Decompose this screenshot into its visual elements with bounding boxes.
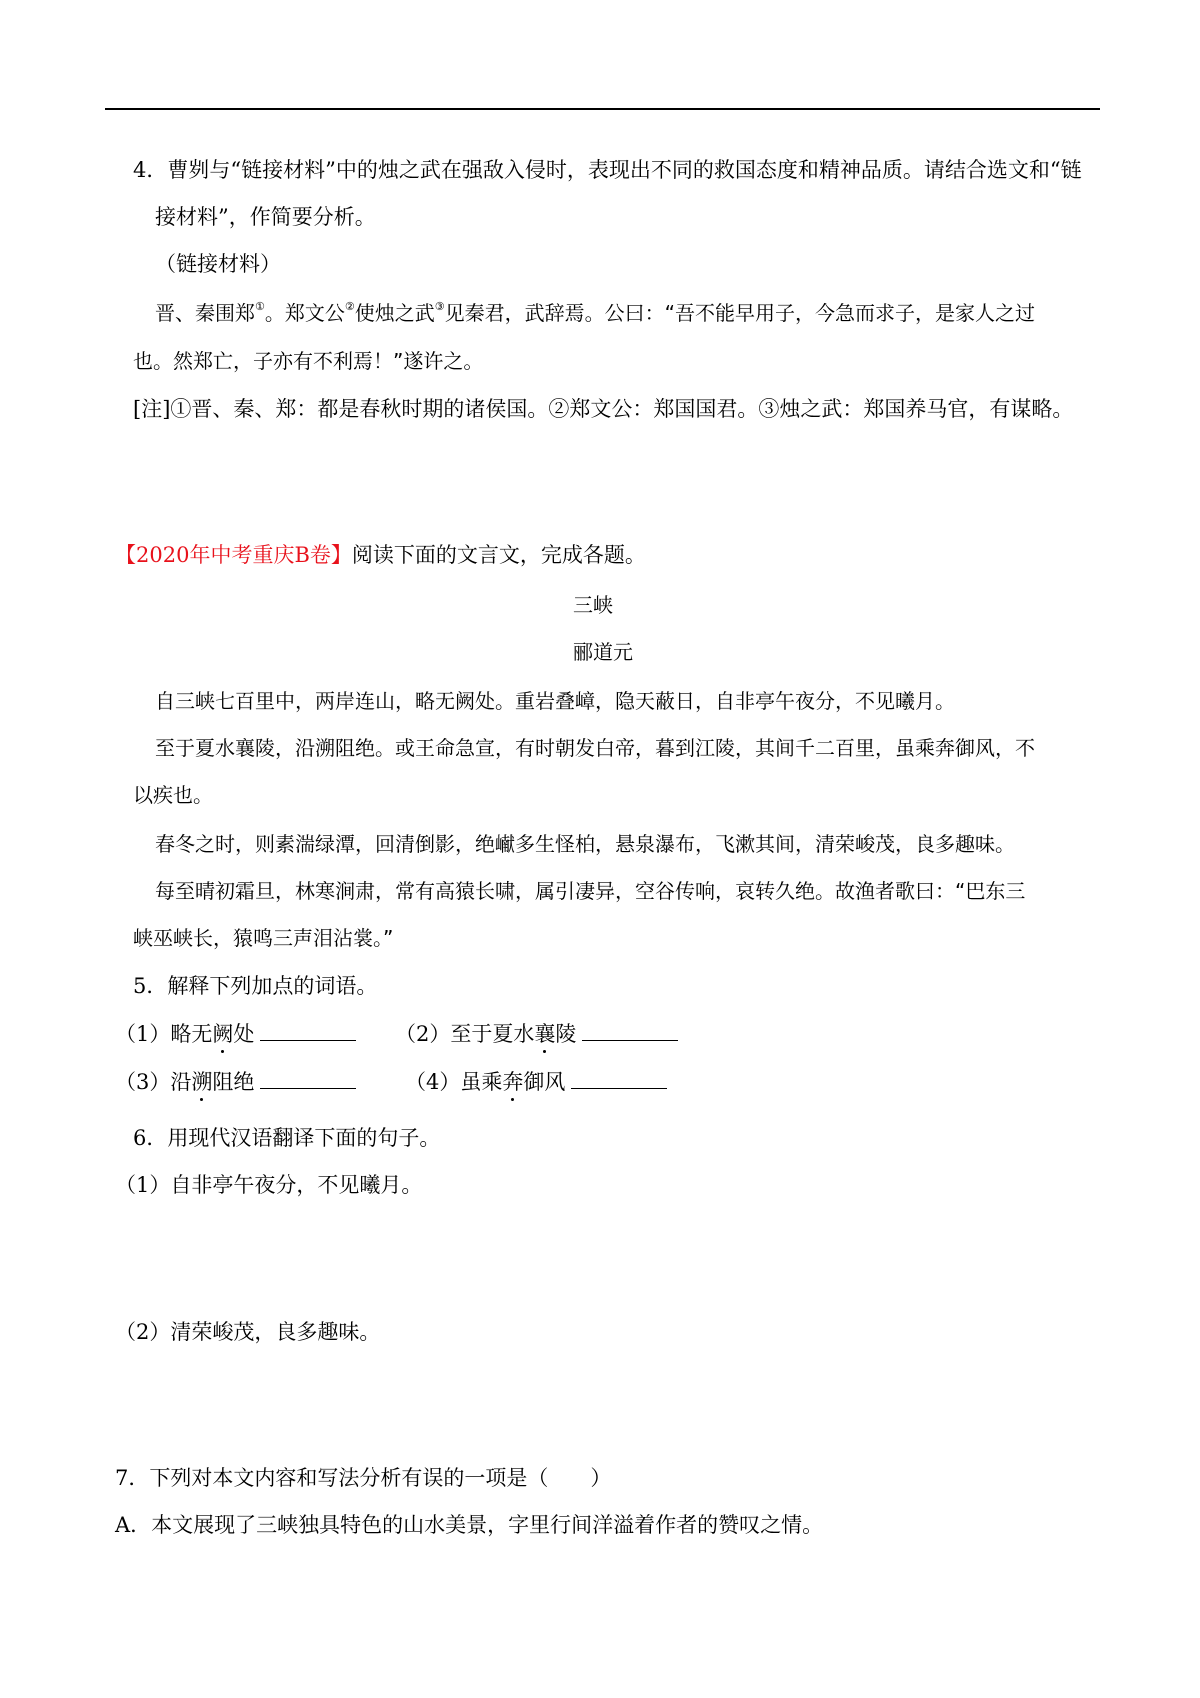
- dotted-character: 溯: [191, 1067, 212, 1097]
- passage-paragraph-2-line2: 以疾也。: [133, 783, 213, 807]
- q5-item-1: （1）略无阙处: [115, 1019, 356, 1049]
- passage-paragraph-4-line2: 峡巫峡长，猿鸣三声泪沾裳。”: [133, 926, 394, 950]
- q7-stem: 7．下列对本文内容和写法分析有误的一项是（ ）: [115, 1466, 612, 1490]
- material-text-line2: 也。然郑亡，子亦有不利焉！”遂许之。: [133, 349, 484, 373]
- passage-paragraph-2-line1: 至于夏水襄陵，沿溯阻绝。或王命急宣，有时朝发白帝，暮到江陵，其间千二百里，虽乘奔御风，不: [155, 736, 1035, 760]
- q6-sentence-1: （1）自非亭午夜分，不见曦月。: [115, 1173, 423, 1197]
- passage-paragraph-4-line1: 每至晴初霜旦，林寒涧肃，常有高猿长啸，属引凄异，空谷传响，哀转久绝。故渔者歌曰：“巴东三: [155, 879, 1026, 903]
- section-heading: 【2020年中考重庆B卷】阅读下面的文言文，完成各题。: [115, 543, 646, 567]
- passage-author: 郦道元: [573, 640, 633, 664]
- passage-title: 三峡: [573, 593, 613, 617]
- passage-paragraph-3: 春冬之时，则素湍绿潭，回清倒影，绝𪩘多生怪柏，悬泉瀑布，飞漱其间，清荣峻茂，良多趣味。: [155, 832, 1015, 856]
- q5-item-3: （3）沿溯阻绝: [115, 1067, 356, 1097]
- material-note: [注]①晋、秦、郑：都是春秋时期的诸侯国。②郑文公：郑国国君。③烛之武：郑国养马官，有谋略。: [133, 397, 1074, 421]
- passage-paragraph-1: 自三峡七百里中，两岸连山，略无阙处。重岩叠嶂，隐天蔽日，自非亭午夜分，不见曦月。: [155, 689, 955, 713]
- q6-sentence-2: （2）清荣峻茂，良多趣味。: [115, 1320, 381, 1344]
- material-label: （链接材料）: [155, 252, 281, 276]
- answer-blank[interactable]: [582, 1020, 678, 1041]
- q4-stem-line1: 4．曹刿与“链接材料”中的烛之武在强敌入侵时，表现出不同的救国态度和精神品质。请结合选文和“链: [133, 158, 1082, 182]
- q4-stem-line2: 接材料”，作简要分析。: [155, 205, 376, 229]
- q7-option-a[interactable]: A．本文展现了三峡独具特色的山水美景，字里行间洋溢着作者的赞叹之情。: [115, 1513, 824, 1537]
- q5-stem: 5．解释下列加点的词语。: [133, 974, 378, 998]
- q6-stem: 6．用现代汉语翻译下面的句子。: [133, 1126, 441, 1150]
- dotted-character: 阙: [212, 1019, 233, 1049]
- answer-blank[interactable]: [260, 1068, 356, 1089]
- q5-item-4: （4）虽乘奔御风: [405, 1067, 667, 1097]
- q5-item-2: （2）至于夏水襄陵: [395, 1019, 678, 1049]
- material-text-line1: 晋、秦围郑①。郑文公②使烛之武③见秦君，武辞焉。公曰：“吾不能早用子，今急而求子，是家人之过: [155, 300, 1035, 325]
- answer-blank[interactable]: [260, 1020, 356, 1041]
- answer-blank[interactable]: [571, 1068, 667, 1089]
- source-tag: 【2020年中考重庆B卷】: [115, 543, 352, 567]
- dotted-character: 襄: [534, 1019, 555, 1049]
- header-rule: [105, 108, 1100, 110]
- dotted-character: 奔: [502, 1067, 523, 1097]
